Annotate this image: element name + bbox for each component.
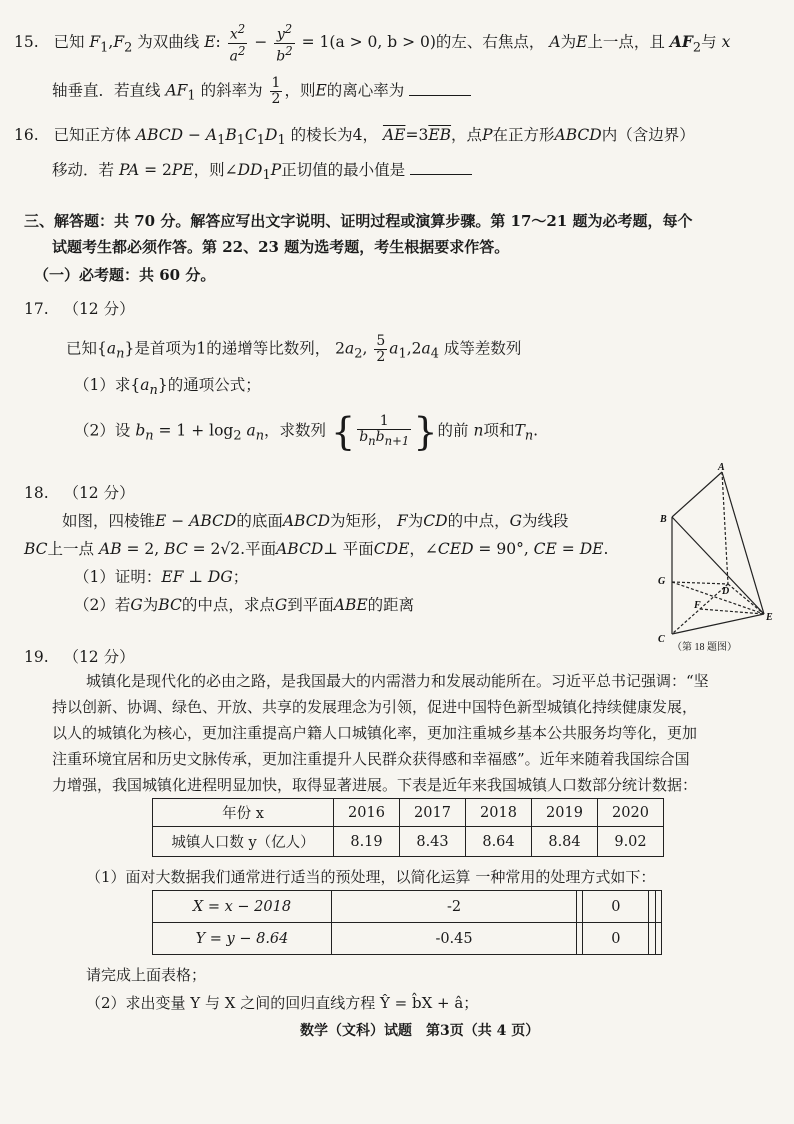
text: 的斜率为 <box>200 81 263 100</box>
edge-CE <box>672 614 764 634</box>
text: 是首项为1的递增等比数列， <box>134 339 331 358</box>
blank-cell[interactable] <box>655 923 661 955</box>
text: 的中点，求点 <box>181 596 275 614</box>
text: 为矩形， <box>330 512 393 530</box>
text: 为 <box>407 512 424 530</box>
q17-part1: （1）求$\{a_n\}$的通项公式； <box>74 376 261 399</box>
score: （12 分） <box>63 300 135 318</box>
text: 到平面 <box>287 596 334 614</box>
text: ⊥ 平面 <box>323 540 374 558</box>
text: 为 <box>560 33 577 52</box>
q19-para-line: 注重环境宜居和历史文脉传承，更加注重提升人民群众获得感和幸福感”。近年来随着我国综合国 <box>52 750 690 768</box>
text: 的通项公式； <box>167 376 261 394</box>
preprocess-table <box>152 890 662 955</box>
text: ，求数列 <box>264 421 327 440</box>
table-row <box>153 827 664 857</box>
text: 内（含边界） <box>601 126 695 144</box>
text: 正切值的最小值是 <box>281 161 406 179</box>
table-row <box>153 923 662 955</box>
q18-part1: （1）证明：EF ⊥ DG； <box>74 568 249 586</box>
q18-header <box>24 482 135 504</box>
q18-part2: （2）若G为BC的中点，求点G到平面ABE的距离 <box>74 596 415 614</box>
score: （12 分） <box>63 484 135 502</box>
q17-stem: 已知$\{a_n\}$是首项为1的递增等比数列， $2a_2$, $\frac{5}{2}$ $a_1,2a_4$ 成等差数列 <box>66 333 522 365</box>
q19-part2: （2）求出变量 Y 与 X 之间的回归直线方程 Ŷ = b̂X + â； <box>86 994 479 1012</box>
text: 为双曲线 <box>137 33 200 52</box>
population-table <box>152 798 664 857</box>
text: 如图，四棱锥 <box>62 512 156 530</box>
q15-line1: 15. 已知 $F_1,F_2$ 为双曲线 E: $\frac{x^2}{a^2}$ − $\frac{y^2}{b^2}$ = 1(a > 0, b > 0)的左、右焦点， A为E上一点，且 $AF_2$与 x <box>14 22 731 65</box>
text: 与 <box>701 33 717 52</box>
text: 已知 <box>66 339 98 358</box>
value: 4 <box>352 126 363 144</box>
text: 的棱长为 <box>290 126 353 144</box>
text: = 1(a > 0, b > 0)的左、右焦点， <box>301 33 545 52</box>
score: （12 分） <box>63 648 135 666</box>
year-cell: 2018 <box>466 799 532 827</box>
text: 轴垂直．若直线 <box>52 81 161 100</box>
label-G: G <box>658 576 666 587</box>
label-C: C <box>658 634 665 645</box>
year-cell: 2017 <box>400 799 466 827</box>
row-label-cell: Y = y − 8.64 <box>153 923 332 955</box>
year-cell: 2016 <box>334 799 400 827</box>
question-number: 19. <box>24 648 49 666</box>
text: ，则 <box>193 161 225 179</box>
table-row <box>153 891 662 923</box>
text: （2）设 <box>74 421 131 440</box>
q16-line1: 16. 已知正方体 ABCD − $A_1B_1C_1D_1$ 的棱长为4， $\overline{AE}=3\overline{EB}$，点P在正方形ABCD内（含边界） <box>14 126 695 149</box>
text: 已知 <box>53 33 85 52</box>
pyramid-figure <box>652 462 782 658</box>
header-cell: 年份 x <box>153 799 334 827</box>
q17-header <box>24 298 135 320</box>
edge-GD <box>672 582 728 584</box>
label-E: E <box>766 612 773 623</box>
required-heading: （一）必考题：共 60 分。 <box>34 266 216 284</box>
text: 的离心率为 <box>326 81 405 100</box>
text: 的底面 <box>236 512 283 530</box>
blank-cell[interactable] <box>655 891 661 923</box>
label-A: A <box>718 462 725 473</box>
value-cell: -0.45 <box>332 923 577 955</box>
q19-para-line: 持以创新、协调、绿色、开放、共享的发展理念为引领，促进中国特色新型城镇化持续健康发展， <box>52 698 698 716</box>
year-cell: 2020 <box>598 799 664 827</box>
table-row <box>153 799 664 827</box>
q19-part1: （1）面对大数据我们通常进行适当的预处理，以简化运算 一种常用的处理方式如下： <box>86 868 656 886</box>
value-cell: 8.64 <box>466 827 532 857</box>
text: 的中点， <box>447 512 510 530</box>
text: .平面 <box>240 540 277 558</box>
q18-line1: 如图，四棱锥E − ABCD的底面ABCD为矩形， F为CD的中点，G为线段 <box>62 512 569 530</box>
q19-header <box>24 646 135 668</box>
text: 为线段 <box>521 512 569 530</box>
edge-GE <box>672 582 764 614</box>
text: 上一点，且 <box>587 33 665 52</box>
text: 项和 <box>483 421 515 440</box>
q19-para-line: 以人的城镇化为核心，更加注重提高户籍人口城镇化率，更加注重城乡基本公共服务均等化，更加 <box>52 724 698 742</box>
symbol: E <box>204 33 216 52</box>
figure-caption: （第 18 题图） <box>672 642 737 653</box>
text: 的距离 <box>367 596 415 614</box>
question-number: 16. <box>14 126 39 144</box>
section-title-2: 试题考生都必须作答。第 22、23 题为选考题，考生根据要求作答。 <box>52 238 510 256</box>
label-F: F <box>694 600 701 611</box>
year-cell: 2019 <box>532 799 598 827</box>
q19-complete: 请完成上面表格； <box>86 966 207 984</box>
value-cell: 8.43 <box>400 827 466 857</box>
q19-para-line: 力增强，我国城镇化进程明显加快，取得显著进展。下表是近年来我国城镇人口数部分统计数据： <box>52 776 698 794</box>
text: 上一点 <box>47 540 95 558</box>
text: 已知正方体 <box>53 126 131 144</box>
text: 在正方形 <box>492 126 555 144</box>
row-label-cell: 城镇人口数 y（亿人） <box>153 827 334 857</box>
question-number: 18. <box>24 484 49 502</box>
text: 成等差数列 <box>443 339 522 358</box>
q16-line2: 移动．若 PA = 2PE，则$\angle DD_1P$正切值的最小值是 <box>52 158 472 187</box>
value-cell: 0 <box>583 891 649 923</box>
symbol: x <box>721 33 731 52</box>
text: 移动．若 <box>52 161 115 179</box>
value-cell: 8.84 <box>532 827 598 857</box>
value-cell: 8.19 <box>334 827 400 857</box>
answer-blank[interactable] <box>409 79 471 96</box>
edge-AB <box>672 472 722 517</box>
text: ， <box>362 126 379 144</box>
text: ，则 <box>284 81 316 100</box>
section-title: 三、解答题：共 70 分。解答应写出文字说明、证明过程或演算步骤。第 17～21 题为必考题，每个 <box>24 212 693 230</box>
text: ，点 <box>451 126 483 144</box>
q15-line2: 轴垂直．若直线 $AF_1$ 的斜率为 $\frac{1}{2}$ ，则E的离心率为 <box>52 76 471 108</box>
value-cell: 0 <box>583 923 649 955</box>
question-number: 17. <box>24 300 49 318</box>
label-B: B <box>660 514 667 525</box>
value-cell: -2 <box>332 891 577 923</box>
q19-para-line: 城镇化是现代化的必由之路，是我国最大的内需潜力和发展动能所在。习近平总书记强调：“坚 <box>86 672 709 690</box>
text: （2）若 <box>74 596 131 614</box>
text: （1）求 <box>74 376 131 394</box>
edge-FE <box>700 609 764 614</box>
edge-DE <box>728 584 764 614</box>
value-cell: 9.02 <box>598 827 664 857</box>
text: 为 <box>142 596 159 614</box>
answer-blank[interactable] <box>410 158 472 175</box>
question-number: 15. <box>14 33 39 52</box>
text: 的前 <box>437 421 469 440</box>
text: （1）证明： <box>74 568 162 586</box>
label-D: D <box>722 586 730 597</box>
q18-line2: BC上一点 AB = 2, BC = 2√2.平面ABCD⊥ 平面CDE，∠CED = 90°, CE = DE. <box>24 540 609 558</box>
row-label-cell: X = x − 2018 <box>153 891 332 923</box>
q17-part2: （2）设 $b_n = 1 + \log_2 a_n$，求数列 { $\frac{1}{b_nb_{n+1}}$ }的前 n项和$T_n$. <box>74 409 539 454</box>
page-footer: 数学（文科）试题 第3页（共 4 页） <box>300 1023 540 1039</box>
